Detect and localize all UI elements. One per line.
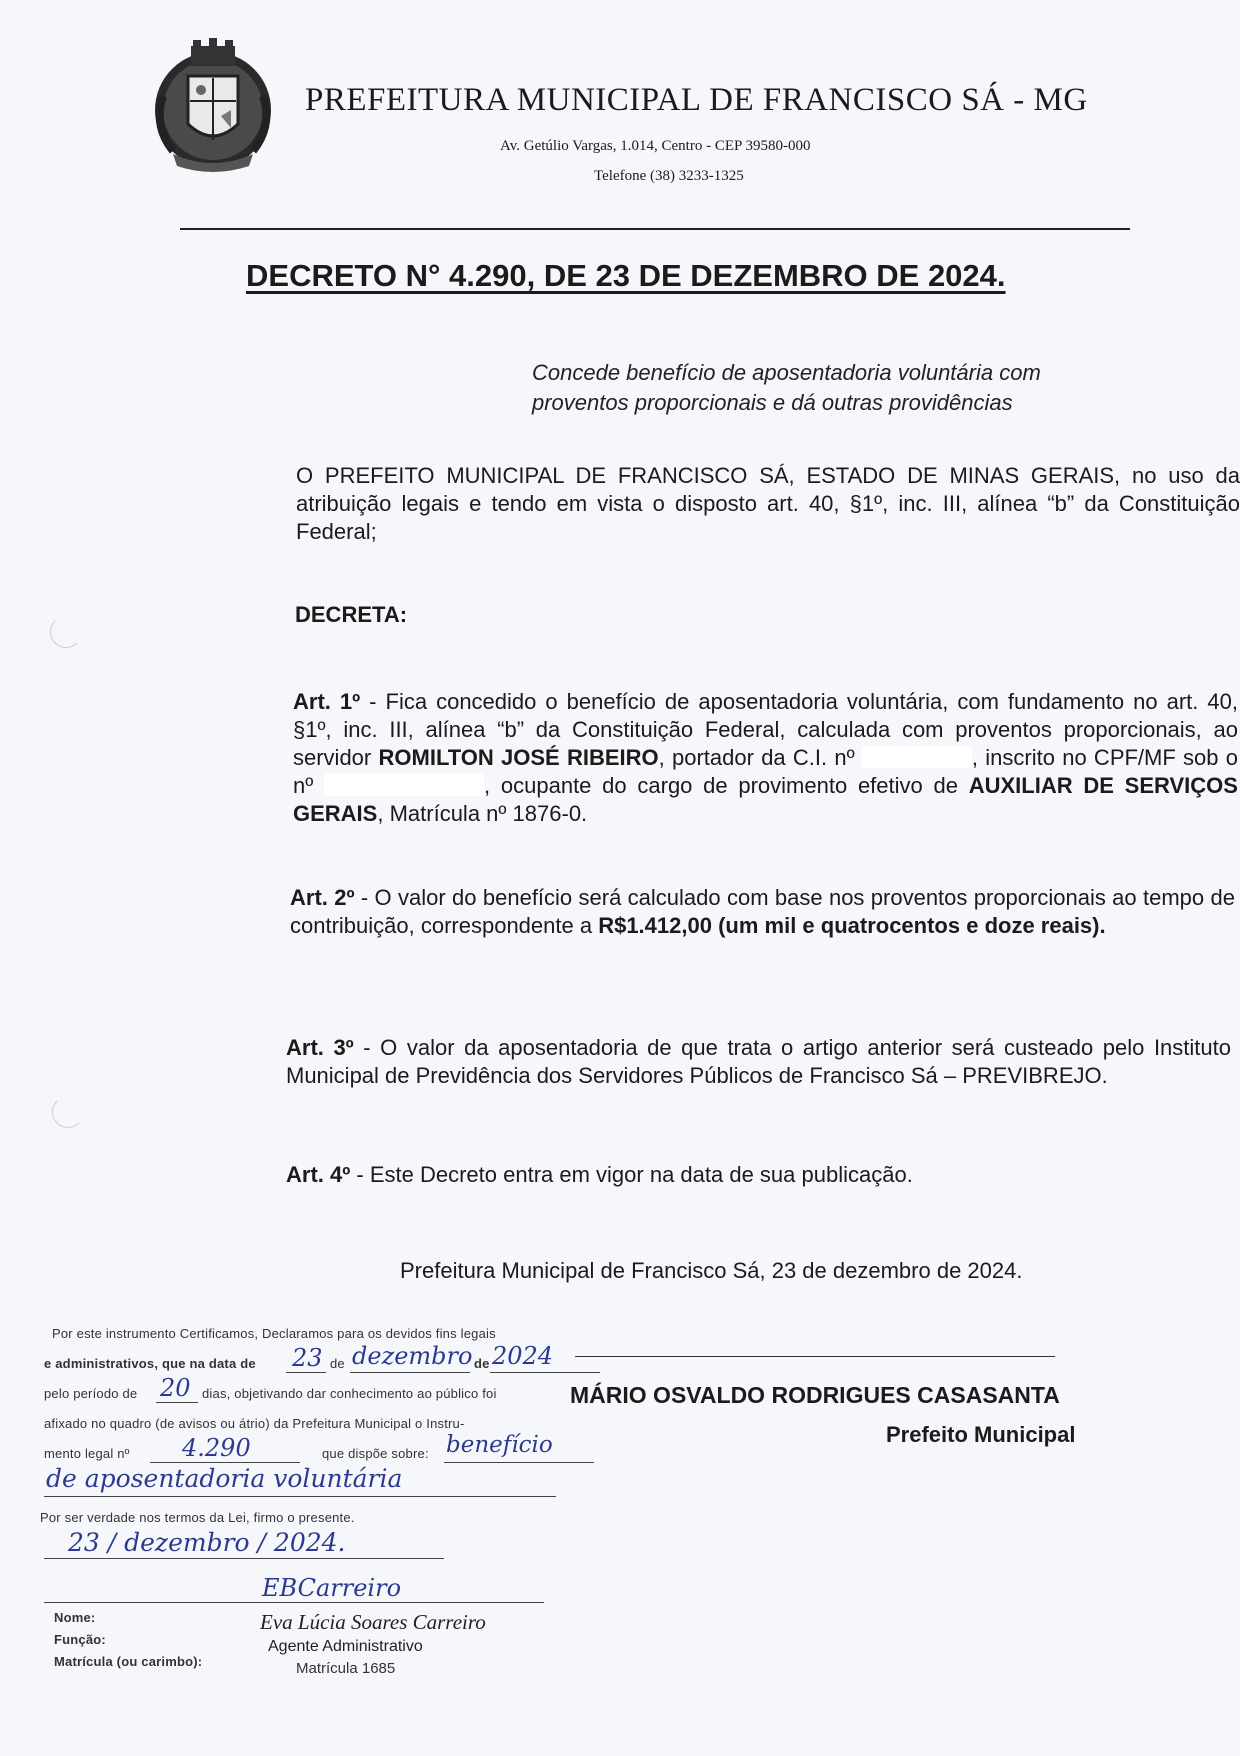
handwritten-signature: EBCarreiro: [262, 1574, 402, 1602]
article-4: [286, 1162, 913, 1188]
header-divider: [180, 228, 1130, 230]
decree-ementa: Concede benefício de aposentadoria voluntária com proventos proporcionais e dá outras providências: [532, 360, 1041, 415]
clerk-stamp-role: Agente Administrativo: [268, 1638, 423, 1655]
handwritten-date: 23 / dezembro / 2024.: [68, 1528, 346, 1557]
certificate-line-7: Por ser verdade nos termos da Lei, firmo o presente.: [40, 1510, 355, 1525]
clerk-stamp-name: Eva Lúcia Soares Carreiro: [260, 1610, 486, 1634]
closing-place-date: Prefeitura Municipal de Francisco Sá, 23 de dezembro de 2024.: [400, 1258, 1023, 1283]
certificate-line-3b: dias, objetivando dar conhecimento ao público foi: [202, 1386, 497, 1401]
article-2-text-a: - O valor do benefício será calculado com base nos proventos proporcionais ao tempo de contribuição, correspondente a: [290, 885, 1235, 938]
hole-punch-mark: [52, 1096, 84, 1128]
underline: [44, 1558, 444, 1559]
certificate-line-1: Por este instrumento Certificamos, Declaramos para os devidos fins legais: [52, 1326, 496, 1341]
decree-preamble: O PREFEITO MUNICIPAL DE FRANCISCO SÁ, ESTADO DE MINAS GERAIS, no uso da atribuição legais e tendo em vista o disposto art. 40, §1º, inc. III, alínea “b” da Constituição Federal;: [296, 463, 1240, 544]
handwritten-year: 2024: [492, 1342, 554, 1370]
handwritten-month: dezembro: [352, 1342, 473, 1370]
article-1-text-d: , ocupante do cargo de provimento efetivo de: [484, 773, 969, 798]
underline: [44, 1602, 544, 1603]
certificate-line-5a: mento legal nº: [44, 1446, 130, 1461]
decreta-heading: DECRETA:: [295, 602, 408, 627]
header-phone: Telefone (38) 3233-1325: [594, 168, 744, 184]
article-1-text-e: , Matrícula nº 1876-0.: [377, 801, 588, 826]
article-1-text-a: - Fica concedido o benefício de aposentadoria voluntária, com fundamento no art. 40, §1º, inc. III, alínea “b” da Constituição Federal, calculada com proventos proporcionais, ao servidor: [293, 689, 1238, 770]
hole-punch-mark: [50, 616, 82, 648]
header-title: PREFEITURA MUNICIPAL DE FRANCISCO SÁ - MG: [305, 82, 1088, 118]
handwritten-subject-a: benefício: [446, 1432, 553, 1458]
underline: [490, 1372, 600, 1373]
underline: [444, 1462, 594, 1463]
mayor-role: Prefeito Municipal: [886, 1422, 1076, 1447]
clerk-stamp-registration: Matrícula 1685: [296, 1660, 396, 1677]
servant-name: ROMILTON JOSÉ RIBEIRO: [378, 745, 659, 770]
certificate-line-2c: de: [474, 1356, 490, 1371]
label-name: Nome:: [54, 1610, 96, 1625]
underline: [350, 1372, 470, 1373]
label-registration: Matrícula (ou carimbo):: [54, 1654, 203, 1669]
servant-role: AUXILIAR DE SERVIÇOS GERAIS: [293, 773, 1238, 826]
article-1-text-c: , inscrito no CPF/MF sob o nº: [293, 745, 1239, 798]
certificate-line-4: afixado no quadro (de avisos ou átrio) da Prefeitura Municipal o Instru-: [44, 1416, 465, 1431]
handwritten-days: 20: [160, 1374, 191, 1402]
article-2-label: Art. 2º: [290, 885, 355, 910]
mayor-name: MÁRIO OSVALDO RODRIGUES CASASANTA: [570, 1382, 1060, 1408]
municipal-crest-logo: [143, 36, 283, 176]
article-3-label: Art. 3º: [286, 1035, 354, 1060]
decree-title: DECRETO N° 4.290, DE 23 DE DEZEMBRO DE 2024.: [246, 258, 1006, 293]
redacted-id-number: [862, 746, 972, 768]
article-3: [168, 1034, 1231, 1090]
certificate-line-3a: pelo período de: [44, 1386, 138, 1401]
certificate-line-2a: e administrativos, que na data de: [44, 1356, 256, 1371]
underline: [44, 1496, 556, 1497]
signature-line: [575, 1356, 1055, 1357]
article-1: [175, 688, 1238, 828]
article-4-label: Art. 4º: [286, 1162, 351, 1187]
article-2: [172, 884, 1235, 940]
label-function: Função:: [54, 1632, 106, 1647]
underline: [156, 1402, 198, 1403]
handwritten-decree-number: 4.290: [182, 1434, 251, 1462]
benefit-amount: R$1.412,00 (um mil e quatrocentos e doze reais): [598, 913, 1100, 938]
redacted-cpf-number: [324, 774, 484, 796]
handwritten-day: 23: [292, 1344, 323, 1372]
underline: [150, 1462, 300, 1463]
certificate-line-2b: de: [330, 1356, 345, 1371]
certificate-line-5b: que dispõe sobre:: [322, 1446, 429, 1461]
article-1-text-b: , portador da C.I. nº: [658, 745, 855, 770]
article-1-label: Art. 1º: [293, 689, 361, 714]
underline: [286, 1372, 326, 1373]
article-4-text: - Este Decreto entra em vigor na data de sua publicação.: [350, 1162, 913, 1187]
handwritten-subject-b: de aposentadoria voluntária: [46, 1464, 403, 1493]
article-2-text-b: .: [1099, 913, 1106, 938]
article-3-text: - O valor da aposentadoria de que trata o artigo anterior será custeado pelo Instituto Municipal de Previdência dos Servidores Públicos de Francisco Sá – PREVIBREJO.: [286, 1035, 1231, 1088]
header-address: Av. Getúlio Vargas, 1.014, Centro - CEP 39580-000: [500, 138, 811, 154]
